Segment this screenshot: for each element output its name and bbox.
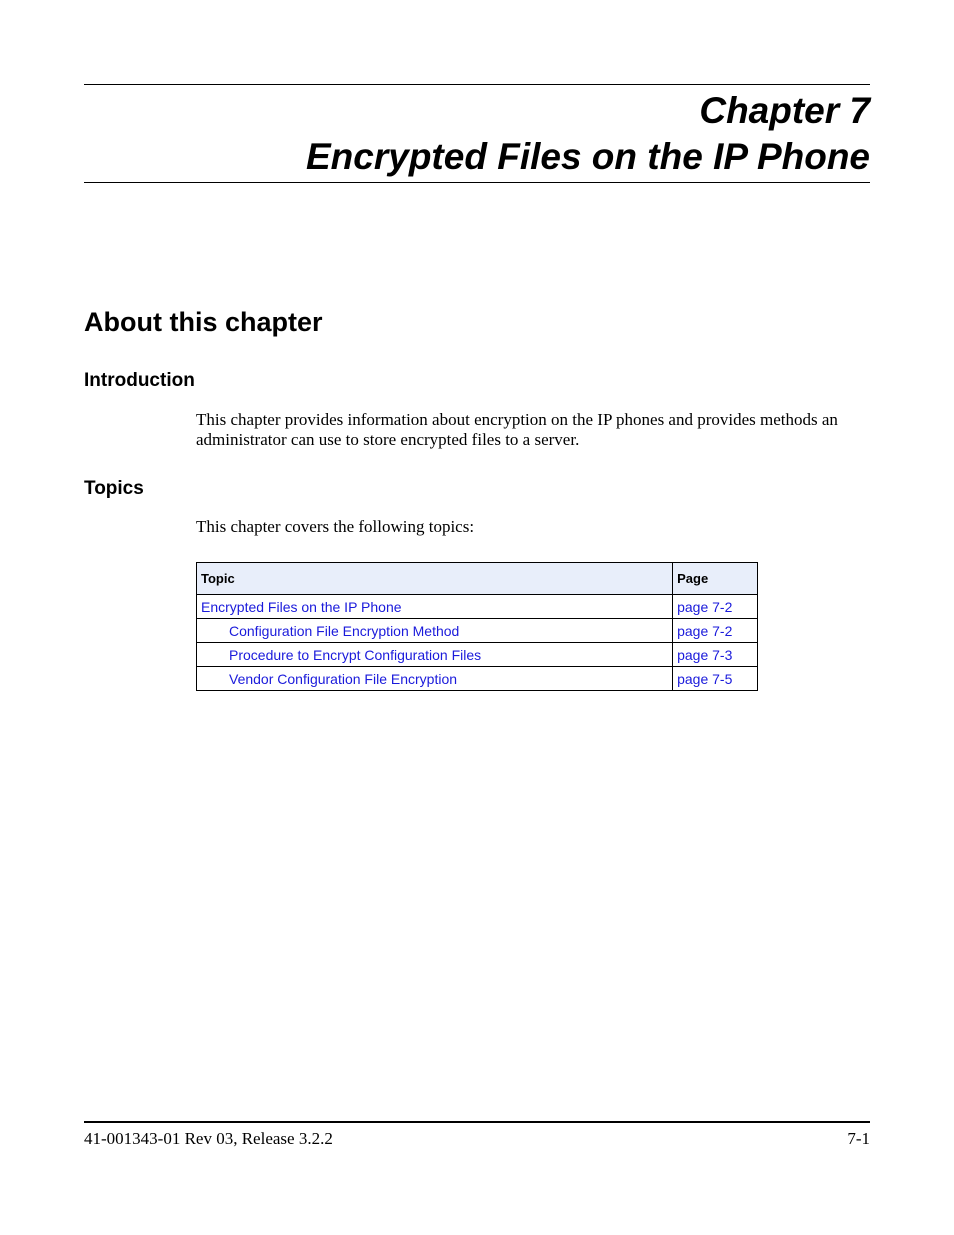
footer-rule bbox=[84, 1121, 870, 1123]
page-link[interactable]: page 7-2 bbox=[673, 595, 758, 619]
topics-heading: Topics bbox=[84, 478, 144, 499]
page-column-header: Page bbox=[673, 563, 758, 595]
introduction-heading: Introduction bbox=[84, 370, 195, 391]
introduction-body: This chapter provides information about encryption on the IP phones and provides methods an administrator can use to store encrypted files to a server. bbox=[196, 410, 838, 449]
chapter-title bbox=[84, 88, 870, 180]
table-row bbox=[197, 667, 758, 691]
topic-column-header: Topic bbox=[197, 563, 673, 595]
page-link[interactable]: page 7-3 bbox=[673, 643, 758, 667]
table-header-row bbox=[197, 563, 758, 595]
table-row bbox=[197, 595, 758, 619]
topics-intro: This chapter covers the following topics: bbox=[196, 517, 475, 536]
chapter-number: Chapter 7 bbox=[699, 90, 870, 131]
topic-link[interactable]: Procedure to Encrypt Configuration Files bbox=[197, 643, 673, 667]
title-bottom-rule bbox=[84, 182, 870, 183]
table-row bbox=[197, 643, 758, 667]
chapter-name: Encrypted Files on the IP Phone bbox=[306, 136, 870, 177]
topic-link[interactable]: Vendor Configuration File Encryption bbox=[197, 667, 673, 691]
page-link[interactable]: page 7-5 bbox=[673, 667, 758, 691]
topics-table bbox=[196, 562, 758, 691]
section-heading: About this chapter bbox=[84, 307, 323, 337]
topic-link[interactable]: Encrypted Files on the IP Phone bbox=[197, 595, 673, 619]
page-link[interactable]: page 7-2 bbox=[673, 619, 758, 643]
topic-link[interactable]: Configuration File Encryption Method bbox=[197, 619, 673, 643]
footer-doc-id: 41-001343-01 Rev 03, Release 3.2.2 bbox=[84, 1129, 333, 1148]
footer-page-number: 7-1 bbox=[847, 1129, 870, 1148]
table-row bbox=[197, 619, 758, 643]
top-rule bbox=[84, 84, 870, 85]
